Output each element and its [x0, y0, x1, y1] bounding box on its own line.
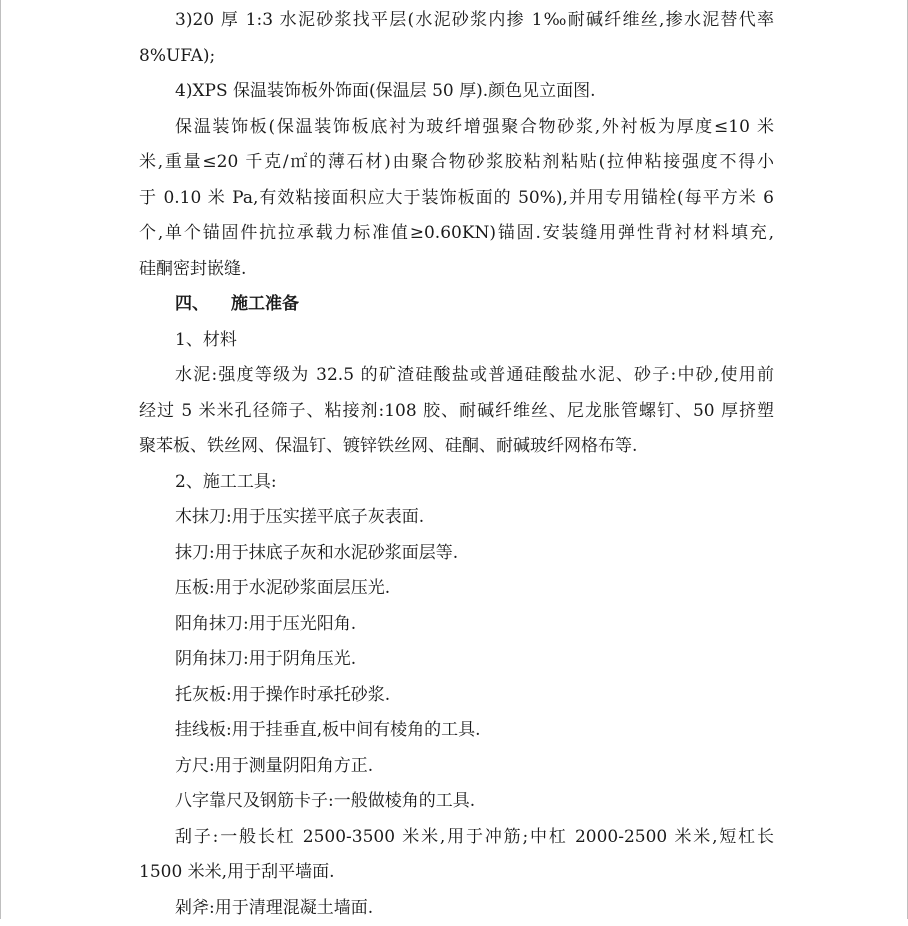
- list-item: 抹刀:用于抹底子灰和水泥砂浆面层等.: [139, 536, 774, 572]
- list-item: 挂线板:用于挂垂直,板中间有棱角的工具.: [139, 713, 774, 749]
- text-line: 3)20 厚 1:3 水泥砂浆找平层(水泥砂浆内掺 1‰耐碱纤维丝,掺水泥替代率: [139, 3, 774, 39]
- list-item: 剁斧:用于清理混凝土墙面.: [139, 891, 774, 926]
- section-heading-number: 四、: [175, 287, 231, 323]
- document-body: [139, 3, 774, 926]
- text-line: 1500 米米,用于刮平墙面.: [139, 855, 774, 891]
- text-line: 米,重量≤20 千克/㎡的薄石材)由聚合物砂浆胶粘剂粘贴(拉伸粘接强度不得小: [139, 145, 774, 181]
- list-item: 方尺:用于测量阴阳角方正.: [139, 749, 774, 785]
- list-item: 刮子:一般长杠 2500-3500 米米,用于冲筋;中杠 2000-2500 米米,短杠长: [139, 820, 774, 856]
- text-line: 保温装饰板(保温装饰板底衬为玻纤增强聚合物砂浆,外衬板为厚度≤10 米: [139, 110, 774, 146]
- subheading-materials: 1、材料: [139, 323, 774, 359]
- list-item: 托灰板:用于操作时承托砂浆.: [139, 678, 774, 714]
- text-line: 硅酮密封嵌缝.: [139, 252, 774, 288]
- text-line: 于 0.10 米 Pa,有效粘接面积应大于装饰板面的 50%),并用专用锚栓(每平方米 6: [139, 181, 774, 217]
- list-item: 压板:用于水泥砂浆面层压光.: [139, 571, 774, 607]
- section-heading: [139, 287, 774, 323]
- text-line: 聚苯板、铁丝网、保温钉、镀锌铁丝网、硅酮、耐碱玻纤网格布等.: [139, 429, 774, 465]
- section-heading-title: 施工准备: [231, 294, 299, 314]
- subheading-tools: 2、施工工具:: [139, 465, 774, 501]
- list-item: 阳角抹刀:用于压光阳角.: [139, 607, 774, 643]
- text-line: 水泥:强度等级为 32.5 的矿渣硅酸盐或普通硅酸盐水泥、砂子:中砂,使用前: [139, 358, 774, 394]
- text-line: 经过 5 米米孔径筛子、粘接剂:108 胶、耐碱纤维丝、尼龙胀管螺钉、50 厚挤塑: [139, 394, 774, 430]
- list-item: 阴角抹刀:用于阴角压光.: [139, 642, 774, 678]
- list-item: 八字靠尺及钢筋卡子:一般做棱角的工具.: [139, 784, 774, 820]
- list-item: 木抹刀:用于压实搓平底子灰表面.: [139, 500, 774, 536]
- text-line: 8%UFA);: [139, 39, 774, 75]
- text-line: 4)XPS 保温装饰板外饰面(保温层 50 厚).颜色见立面图.: [139, 74, 774, 110]
- text-line: 个,单个锚固件抗拉承载力标准值≥0.60KN)锚固.安装缝用弹性背衬材料填充,: [139, 216, 774, 252]
